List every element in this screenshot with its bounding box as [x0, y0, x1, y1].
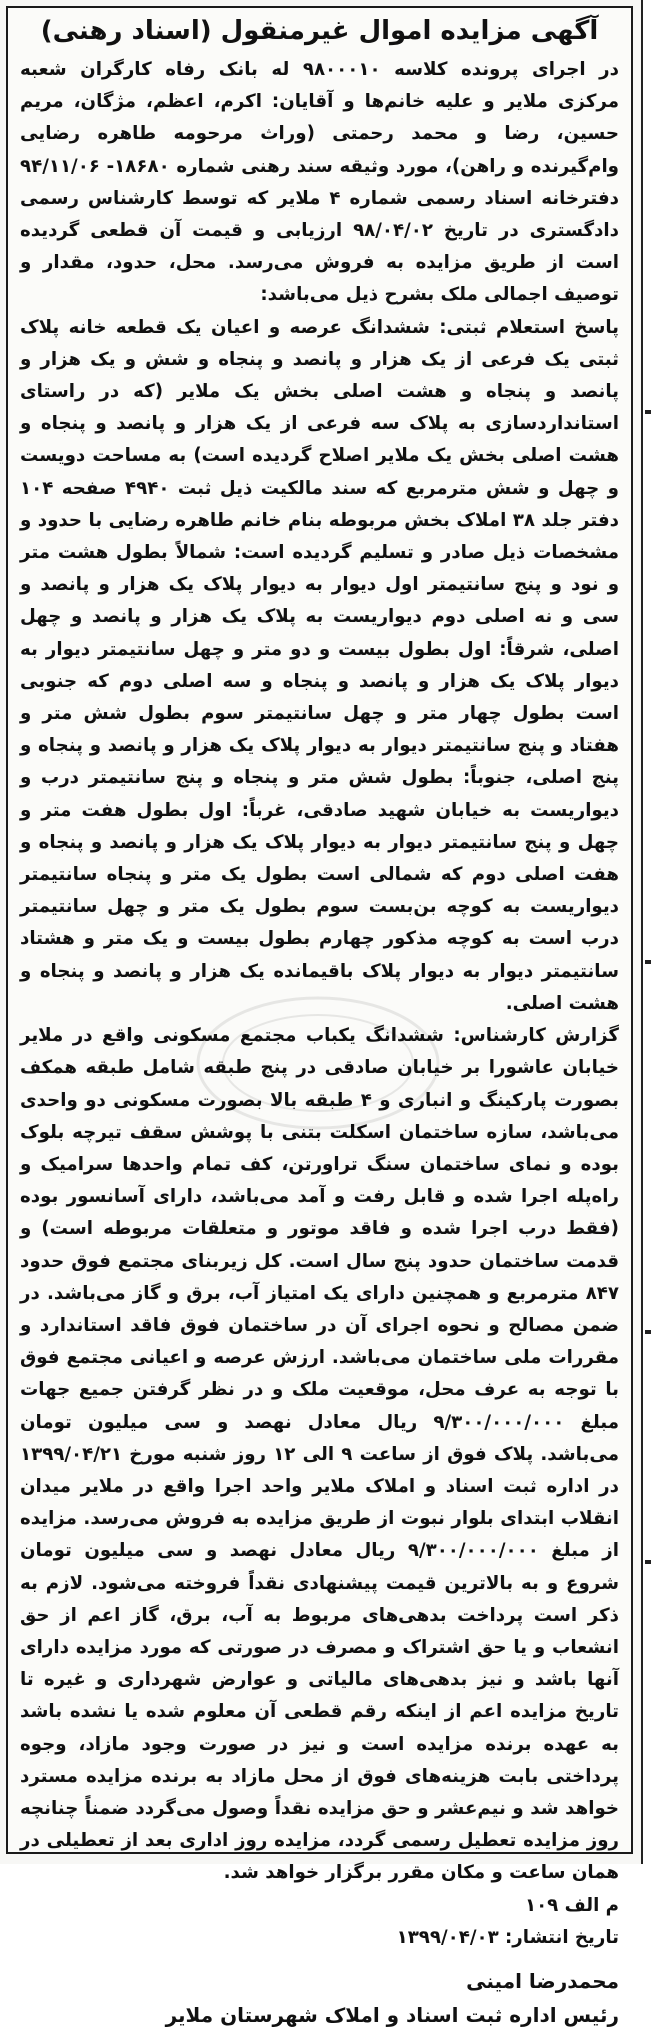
signer-title: رئیس اداره ثبت اسناد و املاک شهرستان ملایر: [165, 2002, 619, 2027]
registry-inquiry-paragraph: پاسخ استعلام ثبتی: ششدانگ عرصه و اعیان یک قطعه خانه پلاک ثبتی یک فرعی از یک هزار و پانصد و پنجاه و شش و یک هزار و پانصد و پنجاه و هشت اصلی بخش یک ملایر (که در راستای استانداردسازی به پلاک سه فرعی از یک هزار و پانصد و پنجاه و هشت اصلی بخش یک ملایر اصلاح گردیده است) به مساحت دویست و چهل و شش مترمربع که سند مالکیت ذیل ثبت ۴۹۴۰ صفحه ۱۰۴ دفتر جلد ۳۸ املاک بخش مربوطه بنام خانم طاهره رضایی با حدود و مشخصات ذیل صادر و تسلیم گردیده است: شمالاً بطول هشت متر و نود و پنج سانتیمتر اول دیوار به دیوار پلاک یک هزار و پانصد و سی و نه اصلی دوم دیواریست به پلاک یک هزار و پانصد و چهل اصلی، شرقاً: اول بطول بیست و دو متر و چهل سانتیمتر دیوار به دیوار پلاک یک هزار و پانصد و پنجاه و سه اصلی دوم که جنوبی است بطول چهار متر و چهل سانتیمتر سوم بطول شش متر و هفتاد و پنج سانتیمتر دیوار به دیوار پلاک یک هزار و پانصد و پنجاه و پنج اصلی، جنوباً: بطول شش متر و پنجاه و پنج سانتیمتر درب و دیواریست به خیابان شهید صادقی، غرباً: اول بطول هفت متر و چهل و پنج سانتیمتر دیوار به دیوار پلاک یک هزار و پانصد و پنجاه و هفت اصلی دوم که شمالی است بطول یک متر و پنجاه سانتیمتر دیواریست به کوچه بن‌بست سوم بطول یک متر و چهل سانتیمتر درب است به کوچه مذکور چهارم بطول بیست و یک متر و هشتاد سانتیمتر دیوار به دیوار پلاک باقیمانده یک هزار و پانصد و پنجاه و هشت اصلی.: [20, 316, 619, 1014]
expert-report-paragraph: گزارش کارشناس: ششدانگ یکباب مجتمع مسکونی واقع در ملایر خیابان عاشورا بر خیابان صادقی در پنج طبقه شامل طبقه همکف بصورت پارکینگ و انباری و ۴ طبقه بالا بصورت مسکونی دو واحدی می‌باشد، سازه ساختمان اسکلت بتنی با پوشش سقف تیرچه بلوک بوده و نمای ساختمان سنگ تراورتن، کف تمام واحدها سرامیک و راه‌پله اجرا شده و قابل رفت و آمد می‌باشد، دارای آسانسور بوده (فقط درب اجرا شده و فاقد موتور و متعلقات مربوطه است) و قدمت ساختمان حدود پنج سال است. کل زیربنای مجتمع فوق حدود ۸۴۷ مترمربع و همچنین دارای یک امتیاز آب، برق و گاز می‌باشد. در ضمن مصالح و نحوه اجرای آن در ساختمان فوق فاقد استاندارد و مقررات ملی ساختمان می‌باشد. ارزش عرصه و اعیانی مجتمع فوق با توجه به عرف محل، موقعیت ملک و در نظر گرفتن جمیع جهات مبلغ ۹/۳۰۰/۰۰۰/۰۰۰ ریال معادل نهصد و سی میلیون تومان می‌باشد. پلاک فوق از ساعت ۹ الی ۱۲ روز شنبه مورخ ۱۳۹۹/۰۴/۲۱ در اداره ثبت اسناد و املاک ملایر واحد اجرا واقع در ملایر میدان انقلاب ابتدای بلوار نبوت از طریق مزایده به فروش می‌رسد. مزایده از مبلغ ۹/۳۰۰/۰۰۰/۰۰۰ ریال معادل نهصد و سی میلیون تومان شروع و به بالاترین قیمت پیشنهادی نقداً فروخته می‌شود. لازم به ذکر است پرداخت بدهی‌های مربوط به آب، برق، گاز اعم از حق انشعاب و یا حق اشتراک و مصرف در صورتی که مورد مزایده دارای آنها باشد و نیز بدهی‌های مالیاتی و عوارض شهرداری و غیره تا تاریخ مزایده اعم از اینکه رقم قطعی آن معلوم شده یا نشده باشد به عهده برنده مزایده است و نیز در صورت وجود مازاد، وجوه پرداختی بابت هزینه‌های فوق از محل مازاد به برنده مزایده مسترد خواهد شد و نیم‌عشر و حق مزایده نقداً وصول می‌گردد ضمناً چنانچه روز مزایده تعطیل رسمی گردد، مزایده روز اداری بعد از تعطیلی در همان ساعت و مکان مقرر برگزار خواهد شد.: [20, 1025, 619, 1884]
edge-mark: [645, 1330, 651, 1334]
auction-notice-box: [6, 6, 633, 2027]
notice-code: م الف ۱۰۹: [524, 1894, 619, 1916]
publish-date: تاریخ انتشار: ۱۳۹۹/۰۴/۰۳: [396, 1926, 619, 1948]
notice-title: آگهی مزایده اموال غیرمنقول (اسناد رهنی): [40, 16, 599, 46]
signer-name: محمدرضا امینی: [466, 1968, 619, 1993]
edge-mark: [645, 410, 651, 414]
page-right-edge: [641, 0, 651, 1864]
signature-block: [20, 1964, 619, 2032]
notice-intro-paragraph: در اجرای پرونده کلاسه ۹۸۰۰۰۱۰ له بانک رفاه کارگران شعبه مرکزی ملایر و علیه خانم‌ها و آقایان: اکرم، اعظم، مژگان، مریم حسین، رضا و محمد رحمتی (وراث مرحومه طاهره رضایی وام‌گیرنده و راهن)، مورد وثیقه سند رهنی شماره ۱۸۶۸۰- ۹۴/۱۱/۰۶ دفترخانه اسناد رسمی شماره ۴ ملایر که توسط کارشناس رسمی دادگستری در تاریخ ۹۸/۰۴/۰۲ ارزیابی و قیمت آن قطعی گردیده است از طریق مزایده به فروش می‌رسد. محل، حدود، مقدار و توصیف اجمالی ملک بشرح ذیل می‌باشد:: [20, 59, 620, 306]
edge-mark: [645, 1560, 651, 1564]
edge-mark: [645, 960, 651, 964]
